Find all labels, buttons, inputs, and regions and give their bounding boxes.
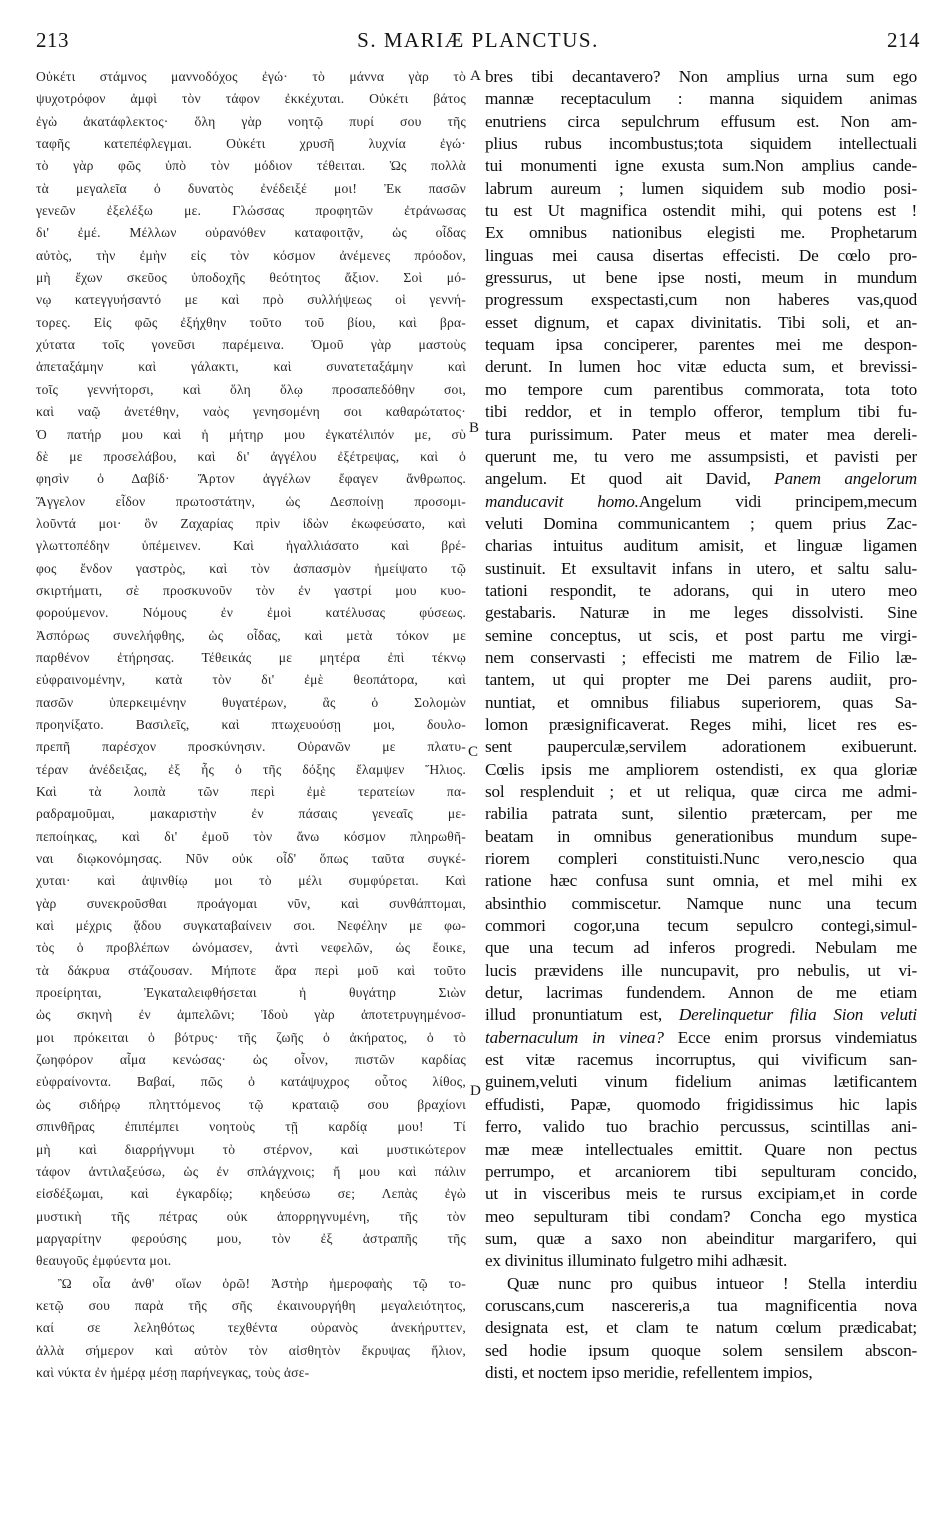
greek-text-line: προείρηται, Ἐγκαταλειφθήσεται ἡ θυγάτηρ Σιὼν	[36, 985, 466, 1001]
latin-text-line: ferro, valido tuo brachio percussus, scintillas ani-	[485, 1117, 917, 1137]
latin-text-line: bres tibi decantavero? Non amplius urna sum ego	[485, 67, 917, 86]
latin-text-line: manducavit homo.Angelum vidi principem,mecum	[485, 491, 917, 511]
latin-text-line: plius rubus incombustus;tota siquidem intellectuali	[485, 134, 917, 154]
latin-text-line: detur, lacrimas fundendem. Annon de me etiam	[485, 983, 917, 1003]
greek-text-line: εὐφραίνοντα. Βαβαί, πῶς ὁ κατάψυχρος οὗτος λίθος,	[36, 1074, 466, 1090]
greek-text-line: Ἀσπόρως συνελήφθης, ὡς οἶδας, καὶ μετὰ τόκον με	[36, 627, 466, 643]
latin-text-line: nem conservasti ; effecisti me matrem de Filio læ-	[485, 647, 917, 667]
greek-text-line: μαργαρίτην φερούσης μου, τὸν ἐξ ἀστραπῆς τῆς	[36, 1230, 466, 1246]
greek-text-line: θεαυγοῦς ἐμφύεντα μοι.	[36, 1253, 172, 1269]
greek-text-line: γὰρ συνεκροῦσθαι προάγομαι νῦν, καὶ συνθάπτομαι,	[36, 895, 466, 911]
latin-text-line: enutriens circa sepulchrum effusum est. Non am-	[485, 111, 917, 131]
latin-text-line: mæ meæ intellectuales emittit. Quare non pectus	[485, 1139, 917, 1159]
page-number-left: 213	[36, 28, 69, 52]
latin-text-line: mo tempore cum parentibus commorata, tota toto	[485, 379, 917, 399]
greek-text-line: τέραν ἀνέδειξας, ἐξ ἧς ὁ τῆς δόξης ἔλαμψεν Ἥλιος.	[36, 761, 466, 777]
greek-text-line: Ὁ πατήρ μου καὶ ἡ μήτηρ μου ἐγκατέλιπόν με, σὺ	[36, 426, 466, 442]
latin-text-line: mannæ receptaculum : manna siquidem animas	[485, 89, 917, 109]
latin-text-line: perrumpo, et arcaniorem tibi sepulturam concido,	[485, 1161, 917, 1181]
latin-text-line: ratione hæc confusa sunt omnia, et mel mihi ex	[485, 871, 917, 891]
greek-text-line: τὸ γὰρ φῶς ὑπὸ τὸν μόδιον τέθειται. Ὡς πολλὰ	[36, 158, 466, 174]
greek-text-line: ὡς σκηνὴ ἐν ἀμπελῶνι; Ἰδοὺ γὰρ ἀποτετρυγημένοσ-	[36, 1007, 466, 1023]
latin-text-line: tequam ipsa conciperer, parentes mei me despon-	[485, 335, 917, 355]
latin-text-line: angelum. Et quod ait David, Panem angelorum	[485, 469, 917, 489]
latin-text-line: nuntiat, et omnibus filiabus superiorem, quas Sa-	[485, 692, 917, 712]
latin-text-line: Cœlis ipsis me ampliorem ostendisti, ex qua gloriæ	[485, 759, 917, 779]
latin-text-line: est vitæ racemus incorruptus, qui vivificum san-	[485, 1050, 917, 1070]
greek-text-column	[36, 66, 466, 1384]
latin-text-line: charias intuitus auditum amisit, et linguæ ligamen	[485, 536, 917, 556]
scripture-quotation: Panem angelorum	[774, 469, 917, 489]
latin-text-line: tui monumenti igne exusta sum.Non amplius cande-	[485, 156, 917, 176]
greek-text-line: καί σε λεληθότως τεχθέντα οὐρανὸς ἀνεκήρυττεν,	[36, 1320, 466, 1336]
latin-text-line: absinthio commiscetur. Namque nunc una tecum	[485, 893, 917, 913]
latin-text-line: disti, et noctem ipso meridie, refellentem impios,	[485, 1362, 813, 1382]
running-header	[36, 28, 920, 56]
greek-text-line: ἐγὼ ἀκατάφλεκτος· ὅλη γὰρ νοητῷ πυρί σου τῆς	[36, 113, 466, 129]
greek-text-line: παρθένον ἐτήρησας. Τέθεικάς με μητέρα ἐπὶ τέκνῳ	[36, 649, 466, 665]
greek-text-line: πεποίηκας, καὶ δι' ἐμοῦ τὸν ἄνω κόσμον πληρωθῆ-	[36, 828, 466, 844]
latin-text-line: esset dignum, et capax divinitatis. Tibi soli, et an-	[485, 312, 917, 332]
latin-text-line: lucis prævidens ille nuncupavit, pro nebulis, ut vi-	[485, 960, 917, 980]
greek-text-line: ἀπεταξάμην καὶ γάλακτι, καὶ συνατεταξάμην καὶ	[36, 359, 466, 375]
greek-text-line: μοι πρόκειται ὁ βότρυς· τῆς ζωῆς ὁ ἀκήρατος, ὁ τὸ	[36, 1029, 466, 1045]
latin-text-column	[485, 66, 917, 1384]
greek-text-line: χυται· καὶ ἀψινθίῳ μοι τὸ μέλι συμφύρεται. Καὶ	[36, 873, 466, 889]
greek-text-line: καὶ μέχρις ᾅδου συγκαταβαίνειν σοι. Νεφέλην με φω-	[36, 918, 466, 934]
latin-text-line: veluti Domina communicantem ; quem prius Zac-	[485, 513, 917, 533]
latin-text-line: tura purissimum. Pater meus et mater mea dereli-	[485, 424, 917, 444]
latin-text-line: ut in visceribus meis te rursus excipiam,et in corde	[485, 1184, 917, 1204]
greek-text-line: νῳ κατεγγυήσαντό με καὶ πρὸ συλλήψεως οἱ γεννή-	[36, 292, 466, 308]
greek-text-line: ραδραμοῦμαι, μακαριστὴν ἐν πάσαις γενεαῖς με-	[36, 806, 466, 822]
latin-text-line: guinem,veluti vinum fidelium animas lætificantem	[485, 1072, 917, 1092]
latin-text-line: gressurus, ut bene ipse nosti, meum in mundum	[485, 268, 917, 288]
latin-text-line: linguas mei causa disertas effecisti. De cœlo pro-	[485, 245, 917, 265]
latin-text-line: meo sepulturam tibi condam? Concha ego mystica	[485, 1206, 917, 1226]
greek-text-line: καὶ ναῷ ἀνετέθην, ναὸς γενησομένη σοι καθαρώτατος·	[36, 404, 466, 420]
greek-text-line: σπινθῆρας ἐπιπέμπει νοητοὺς τῇ καρδίᾳ μου! Τί	[36, 1119, 466, 1135]
greek-text-line: τοῖς γεννήτορσι, καὶ ὅλη ὅλῳ προσαπεδόθην σοι,	[36, 381, 466, 397]
latin-text-line: tibi reddor, et in templo offeror, templum tibi fu-	[485, 402, 917, 422]
latin-text-line: designata est, et clam te natum cœlum prædicabat;	[485, 1318, 917, 1338]
greek-text-line: κετῷ σου παρὰ τῆς σῆς ἐκαινουργήθη μεγαλειότητος,	[36, 1297, 466, 1313]
latin-text-line: derunt. In lumen hoc vitæ educta sum, et brevissi-	[485, 357, 917, 377]
greek-text-line: λοῦντά μοι· ὃν Ζαχαρίας πρὶν ἰδὼν ἐκωφεύσατο, καὶ	[36, 515, 466, 531]
greek-text-line: πρεπῆ παρέσχον προσκύνησιν. Οὐρανῶν με πλατυ-	[36, 739, 466, 755]
greek-text-line: πασῶν ὑπερκειμένην θυγατέρων, ἃς ὁ Σολομὼν	[36, 694, 466, 710]
latin-text-line: que una tecum ad inferos progredi. Nebulam me	[485, 938, 917, 958]
latin-text-line: sed hodie ipsum quoque solem sensilem abscon-	[485, 1340, 917, 1360]
greek-text-line: φος ἔνδον γαστρὸς, καὶ τὸν ἀσπασμὸν ἠμείψατο τῷ	[36, 560, 466, 576]
latin-text-line: ex divinitus illuminato fulgetro mihi adhæsit.	[485, 1251, 788, 1271]
greek-text-line: γλωττοπέδην ὑπέμεινεν. Καὶ ἠγαλλιάσατο καὶ βρέ-	[36, 538, 466, 554]
greek-text-line: ταφῆς κατεπέφλεγμαι. Οὐκέτι χρυσῆ λυχνία ἐγώ·	[36, 136, 466, 152]
greek-text-line: προηνίξατο. Βασιλεῖς, καὶ πτωχευούσῃ μοι, δουλο-	[36, 716, 466, 732]
greek-text-line: τάφον ἀντιλαξεύσω, ὡς ἐν σπλάγχνοις; ἤ μου καὶ πάλιν	[36, 1163, 466, 1179]
greek-text-line: ψυχοτρόφον ἀμφὶ τὸν τάφον ἐκκέχυται. Οὐκέτι βάτος	[36, 91, 466, 107]
scripture-quotation: tabernaculum in vinea?	[485, 1027, 664, 1047]
latin-text-line: tu est Ut magnifica ostendit mihi, qui potens est !	[485, 201, 917, 221]
latin-text-line: tantem, ut qui propter me Dei parens audiit, pro-	[485, 670, 917, 690]
latin-text-line: sol resplenduit ; et ut reliqua, quæ circa me admi-	[485, 782, 917, 801]
latin-text-line: Ex omnibus nationibus elegisti me. Prophetarum	[485, 223, 917, 243]
greek-text-line: δι' ἐμέ. Μέλλων οὐρανόθεν καταφοιτᾷν, ὡς οἶδας	[36, 225, 466, 241]
greek-text-line: εἰσδέξωμαι, καὶ ἐγκαρδίῳ; κηδεύσω σε; Λεπὰς ἐγὼ	[36, 1186, 466, 1202]
greek-text-line: τορες. Εἰς φῶς ἐξήχθην τοῦτο τοῦ βίου, καὶ βρα-	[36, 314, 466, 330]
greek-text-line: τὰ μεγαλεῖα ὁ δυνατὸς ἐνέδειξέ μοι! Ἐκ πασῶν	[36, 180, 466, 196]
latin-text-line: semine conceptus, ut scis, et post partu me virgi-	[485, 625, 917, 645]
scripture-quotation: manducavit homo.	[485, 491, 639, 511]
greek-text-line: Ὢ οἷα ἀνθ' οἵων ὁρῶ! Ἀστὴρ ἡμεροφαὴς τῷ το-	[58, 1275, 466, 1291]
latin-text-line: sustinuit. Et exsultavit infans in utero, et saltu salu-	[485, 558, 917, 578]
running-title: S. MARIÆ PLANCTUS.	[357, 28, 599, 52]
scripture-quotation: Derelinquetur filia Sion veluti	[678, 1005, 917, 1025]
latin-text-line: commori cogor,una tecum sepulcro contegi,simul-	[485, 916, 917, 936]
greek-text-line: τὸς ὁ προβλέπων ὠνόμασεν, ἀντὶ νεφελῶν, ὡς ἔοικε,	[36, 940, 466, 956]
latin-text-line: sent pauperculæ,servilem adorationem exibuerunt.	[485, 737, 917, 757]
greek-text-line: γενεῶν ἐξελέξω με. Γλώσσας προφητῶν ἐτράνωσας	[36, 203, 466, 219]
greek-text-line: μὴ ἔχων σκεῦος ὑποδοχῆς θεότητος ἄξιον. Σοὶ μό-	[36, 270, 466, 286]
latin-text-line: rabilia patrata sunt, silentio prætercam, per me	[485, 804, 917, 824]
latin-text-line: effudisti, Papæ, quomodo frigidissimus hic lapis	[485, 1094, 917, 1114]
section-marker-d: D	[470, 1083, 481, 1099]
section-marker-c: C	[468, 744, 479, 760]
latin-text-line: Quæ nunc pro quibus intueor ! Stella interdiu	[507, 1273, 917, 1293]
greek-text-line: τὰ δάκρυα στάζουσαν. Μήποτε ἄρα περὶ μοῦ καὶ τοῦτο	[36, 962, 466, 978]
greek-text-line: εὐφραινομένην, κατὰ τὸν δι' ἐμὲ θεοπάτορα, καὶ	[36, 672, 466, 688]
greek-text-line: καὶ νύκτα ἐν ἡμέρᾳ μέσῃ παρήνεγκας, τοὺς ἀσε-	[36, 1364, 310, 1380]
greek-text-line: μὴ καὶ διαρρήγνυμι τὸ στέρνον, καὶ μυστικώτερον	[36, 1141, 466, 1157]
greek-text-line: ναι διῳκονόμησας. Νῦν οὐκ οἶδ' ὅπως ταῦτα συγκέ-	[36, 851, 466, 867]
latin-text-line: querunt me, tu vero me assumpsisti, et pavisti per	[485, 446, 917, 466]
greek-text-line: μυστικὴ τῆς πέτρας οὐκ ἀπορρηγνυμένη, τῆς τὸν	[36, 1208, 466, 1224]
latin-text-line: tationi respondit, te adorans, qui in utero meo	[485, 580, 917, 600]
latin-text-line: coruscans,cum nascereris,a tua magnificentia nova	[485, 1295, 917, 1315]
greek-text-line: ζωηφόρον αἷμα κενώσας· ὡς οἶνον, πιστῶν καρδίας	[36, 1052, 466, 1068]
section-marker-b: B	[469, 420, 480, 436]
latin-text-line: tabernaculum in vinea? Ecce enim prorsus vindemiatus	[485, 1027, 917, 1047]
greek-text-line: Καὶ τὰ λοιπὰ τῶν περὶ ἐμὲ τερατείων πα-	[36, 784, 466, 799]
page-number-right: 214	[887, 28, 920, 52]
latin-text-line: illud pronuntiatum est, Derelinquetur filia Sion veluti	[485, 1005, 917, 1025]
greek-text-line: Ἄγγελον εἶδον πρωτοστάτην, ὡς Δεσποίνῃ προσομι-	[36, 493, 466, 509]
greek-text-line: Οὐκέτι στάμνος μαννοδόχος ἐγώ· τὸ μάννα γὰρ τὸ	[36, 69, 466, 84]
latin-text-line: progressum exspectasti,cum non haberes vas,quod	[485, 290, 917, 310]
greek-text-line: ὡς σιδήρῳ πληττόμενος τῷ κραταιῷ σου βραχίονι	[36, 1096, 466, 1112]
latin-text-line: riorem compleri constituisti.Nunc vero,nescio qua	[485, 849, 917, 869]
section-marker-a: A	[470, 68, 481, 84]
greek-text-line: ἀλλὰ σήμερον καὶ αὐτὸν τὸν αἰσθητὸν ἔκρυψας ἥλιον,	[36, 1342, 466, 1358]
greek-text-line: φησὶν ὁ Δαβίδ· Ἄρτον ἀγγέλων ἔφαγεν ἄνθρωπος.	[36, 471, 466, 487]
greek-text-line: δὲ με προσελάβου, καὶ δι' ἀγγέλου ἐξέτρεψας, καὶ ὁ	[36, 448, 466, 464]
greek-text-line: χύτατα τοῖς γονεῦσι παρέμεινα. Ὁμοῦ γὰρ μαστοὺς	[36, 337, 466, 353]
latin-text-line: sum, quæ a saxo non abeinditur margarifero, qui	[485, 1228, 917, 1248]
latin-text-line: lomon præsignificaverat. Reges mihi, licet res es-	[485, 714, 917, 734]
greek-text-line: σκιρτήματι, σὲ προσκυνοῦν τὸν ἐν γαστρί μου κυο-	[36, 582, 466, 598]
greek-text-line: αὐτὸς, τὴν ἐμὴν εἰς τὸν κόσμον ἀνέμενες πρόοδον,	[36, 247, 466, 263]
latin-text-line: gestabaris. Naturæ in me leges dissolvisti. Sine	[485, 603, 917, 623]
latin-text-line: labrum aureum ; lumen siquidem sub modio posi-	[485, 178, 917, 198]
latin-text-line: beatam in omnibus generationibus mundum supe-	[485, 826, 917, 846]
greek-text-line: φορούμενον. Νόμους ἐν ἐμοὶ κατέλυσας φύσεως.	[36, 605, 466, 621]
